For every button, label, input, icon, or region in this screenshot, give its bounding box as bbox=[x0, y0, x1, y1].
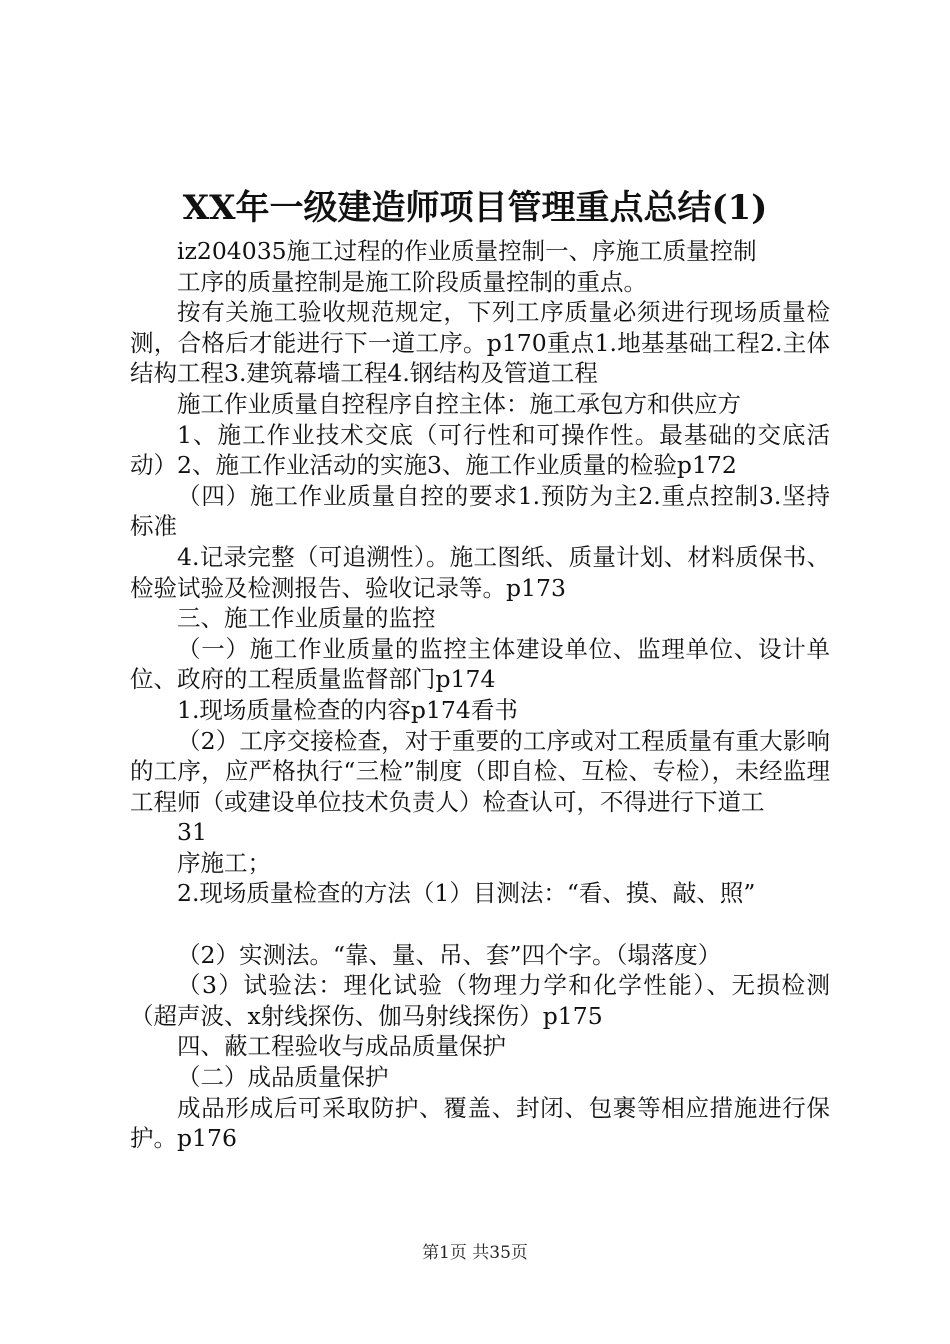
paragraph: （二）成品质量保护 bbox=[177, 1063, 389, 1092]
paragraph: （2）工序交接检查，对于重要的工序或对工程质量有重大影响的工序，应严格执行“三检”制度（即自检、互检、专检），未经监理工程师（或建设单位技术负责人）检查认可，不得进行下道工 bbox=[130, 726, 830, 816]
paragraph: 成品形成后可采取防护、覆盖、封闭、包裹等相应措施进行保护。p176 bbox=[130, 1093, 830, 1153]
paragraph: 2.现场质量检查的方法（1）目测法：“看、摸、敲、照” bbox=[177, 879, 756, 908]
paragraph: 1.现场质量检查的内容p174看书 bbox=[177, 695, 518, 724]
paragraph: （一）施工作业质量的监控主体建设单位、监理单位、设计单位、政府的工程质量监督部门p174 bbox=[130, 634, 830, 694]
paragraph: 工序的质量控制是施工阶段质量控制的重点。 bbox=[177, 267, 647, 296]
blank-line bbox=[130, 909, 830, 940]
paragraph: （四）施工作业质量自控的要求1.预防为主2.重点控制3.坚持标准 bbox=[130, 481, 830, 541]
paragraph: 四、蔽工程验收与成品质量保护 bbox=[177, 1032, 506, 1061]
paragraph: 施工作业质量自控程序自控主体：施工承包方和供应方 bbox=[177, 389, 741, 418]
paragraph: iz204035施工过程的作业质量控制一、序施工质量控制 bbox=[177, 237, 757, 265]
paragraph: 三、施工作业质量的监控 bbox=[177, 604, 436, 633]
paragraph: 31 bbox=[177, 818, 207, 847]
paragraph: （2）实测法。“靠、量、吊、套”四个字。（塌落度） bbox=[177, 940, 722, 969]
paragraph: 序施工； bbox=[177, 848, 271, 877]
page-footer: 第1页 共35页 bbox=[422, 1243, 528, 1263]
document-body bbox=[130, 236, 830, 1154]
document-title: XX年一级建造师项目管理重点总结(1) bbox=[182, 188, 768, 228]
paragraph: （3）试验法：理化试验（物理力学和化学性能）、无损检测（超声波、x射线探伤、伽马射线探伤）p175 bbox=[130, 971, 830, 1030]
paragraph: 1、施工作业技术交底（可行性和可操作性。最基础的交底活动）2、施工作业活动的实施3、施工作业质量的检验p172 bbox=[130, 420, 830, 480]
paragraph: 4.记录完整（可追溯性）。施工图纸、质量计划、材料质保书、检验试验及检测报告、验收记录等。p173 bbox=[130, 542, 830, 602]
paragraph: 按有关施工验收规范规定，下列工序质量必须进行现场质量检测，合格后才能进行下一道工序。p170重点1.地基基础工程2.主体结构工程3.建筑幕墙工程4.钢结构及管道工程 bbox=[130, 298, 830, 388]
